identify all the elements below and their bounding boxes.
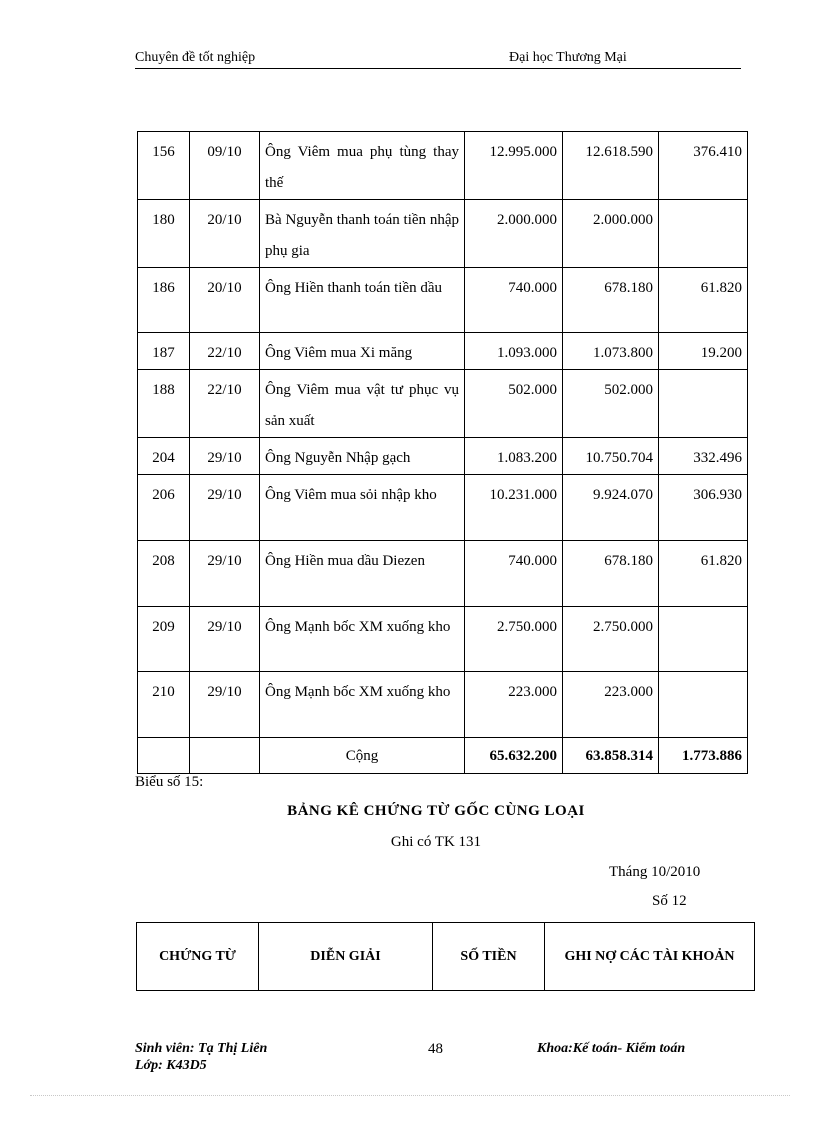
table-row — [138, 607, 748, 672]
ledger-body — [138, 132, 748, 774]
total-row — [138, 738, 748, 774]
total-amount: 502.000 — [465, 370, 563, 438]
description: Ông Hiền thanh toán tiền dầu — [260, 268, 465, 333]
voucher-date: 29/10 — [190, 607, 260, 672]
voucher-date: 22/10 — [190, 370, 260, 438]
goods-value: 10.750.704 — [563, 438, 659, 475]
form-label: Biểu số 15: — [135, 774, 204, 790]
table-row — [138, 438, 748, 475]
description: Ông Mạnh bốc XM xuống kho — [260, 607, 465, 672]
voucher-table — [136, 922, 755, 991]
form-subtitle: Ghi có TK 131 — [390, 834, 482, 850]
voucher-no: 186 — [138, 268, 190, 333]
voucher-date: 20/10 — [190, 268, 260, 333]
table-row — [138, 541, 748, 607]
goods-value: 678.180 — [563, 268, 659, 333]
goods-value: 2.750.000 — [563, 607, 659, 672]
total-amount: 223.000 — [465, 672, 563, 738]
vat-amount — [659, 672, 748, 738]
total-amount: 1.093.000 — [465, 333, 563, 370]
total-empty-no — [138, 738, 190, 774]
total-amount: 740.000 — [465, 268, 563, 333]
vat-amount: 61.820 — [659, 541, 748, 607]
vat-amount — [659, 607, 748, 672]
vat-amount: 306.930 — [659, 475, 748, 541]
voucher-no: 156 — [138, 132, 190, 200]
total-sum-amount: 65.632.200 — [465, 738, 563, 774]
voucher-no: 187 — [138, 333, 190, 370]
vat-amount: 332.496 — [659, 438, 748, 475]
description: Ông Mạnh bốc XM xuống kho — [260, 672, 465, 738]
total-amount: 1.083.200 — [465, 438, 563, 475]
description: Ông Viêm mua Xi măng — [260, 333, 465, 370]
header-right: Đại học Thương Mại — [509, 50, 627, 65]
page-number: 48 — [428, 1041, 443, 1057]
vat-amount: 19.200 — [659, 333, 748, 370]
description: Bà Nguyễn thanh toán tiền nhập phụ gia — [260, 200, 465, 268]
voucher-no: 210 — [138, 672, 190, 738]
page-bottom-rule — [30, 1095, 790, 1096]
total-label: Cộng — [260, 738, 465, 774]
table-row — [138, 475, 748, 541]
voucher-no: 209 — [138, 607, 190, 672]
description: Ông Hiền mua dầu Diezen — [260, 541, 465, 607]
footer-class: Lớp: K43D5 — [135, 1058, 207, 1073]
vat-amount — [659, 370, 748, 438]
goods-value: 223.000 — [563, 672, 659, 738]
table-row — [138, 268, 748, 333]
goods-value: 9.924.070 — [563, 475, 659, 541]
col-description: DIỄN GIẢI — [259, 923, 433, 991]
voucher-date: 29/10 — [190, 475, 260, 541]
total-amount: 2.750.000 — [465, 607, 563, 672]
voucher-date: 20/10 — [190, 200, 260, 268]
ledger-table — [137, 131, 748, 774]
voucher-no: 204 — [138, 438, 190, 475]
total-amount: 2.000.000 — [465, 200, 563, 268]
header-rule — [135, 68, 741, 69]
goods-value: 12.618.590 — [563, 132, 659, 200]
table-row — [138, 333, 748, 370]
table-row — [138, 370, 748, 438]
voucher-date: 29/10 — [190, 438, 260, 475]
vat-amount: 376.410 — [659, 132, 748, 200]
voucher-no: 206 — [138, 475, 190, 541]
voucher-date: 29/10 — [190, 672, 260, 738]
table-row — [138, 132, 748, 200]
voucher-date: 09/10 — [190, 132, 260, 200]
voucher-header-row — [137, 923, 755, 991]
total-sum-vat: 1.773.886 — [659, 738, 748, 774]
col-amount: SỐ TIỀN — [433, 923, 545, 991]
header-left: Chuyên đề tốt nghiệp — [135, 50, 256, 65]
table-row — [138, 672, 748, 738]
col-voucher: CHỨNG TỪ — [137, 923, 259, 991]
goods-value: 2.000.000 — [563, 200, 659, 268]
col-debit-accounts: GHI NỢ CÁC TÀI KHOẢN — [545, 923, 755, 991]
description: Ông Nguyễn Nhập gạch — [260, 438, 465, 475]
table-row — [138, 200, 748, 268]
form-number: Số 12 — [652, 893, 687, 909]
goods-value: 1.073.800 — [563, 333, 659, 370]
description: Ông Viêm mua vật tư phục vụ sản xuất — [260, 370, 465, 438]
vat-amount — [659, 200, 748, 268]
goods-value: 678.180 — [563, 541, 659, 607]
description: Ông Viêm mua sỏi nhập kho — [260, 475, 465, 541]
total-amount: 740.000 — [465, 541, 563, 607]
footer-faculty: Khoa:Kế toán- Kiểm toán — [537, 1041, 686, 1056]
form-title: BẢNG KÊ CHỨNG TỪ GỐC CÙNG LOẠI — [287, 803, 585, 819]
voucher-date: 29/10 — [190, 541, 260, 607]
voucher-no: 188 — [138, 370, 190, 438]
footer-student: Sinh viên: Tạ Thị Liên — [135, 1041, 268, 1056]
voucher-no: 180 — [138, 200, 190, 268]
form-month: Tháng 10/2010 — [609, 864, 701, 880]
total-sum-value: 63.858.314 — [563, 738, 659, 774]
voucher-no: 208 — [138, 541, 190, 607]
voucher-date: 22/10 — [190, 333, 260, 370]
total-amount: 10.231.000 — [465, 475, 563, 541]
goods-value: 502.000 — [563, 370, 659, 438]
total-empty-date — [190, 738, 260, 774]
vat-amount: 61.820 — [659, 268, 748, 333]
description: Ông Viêm mua phụ tùng thay thế — [260, 132, 465, 200]
total-amount: 12.995.000 — [465, 132, 563, 200]
